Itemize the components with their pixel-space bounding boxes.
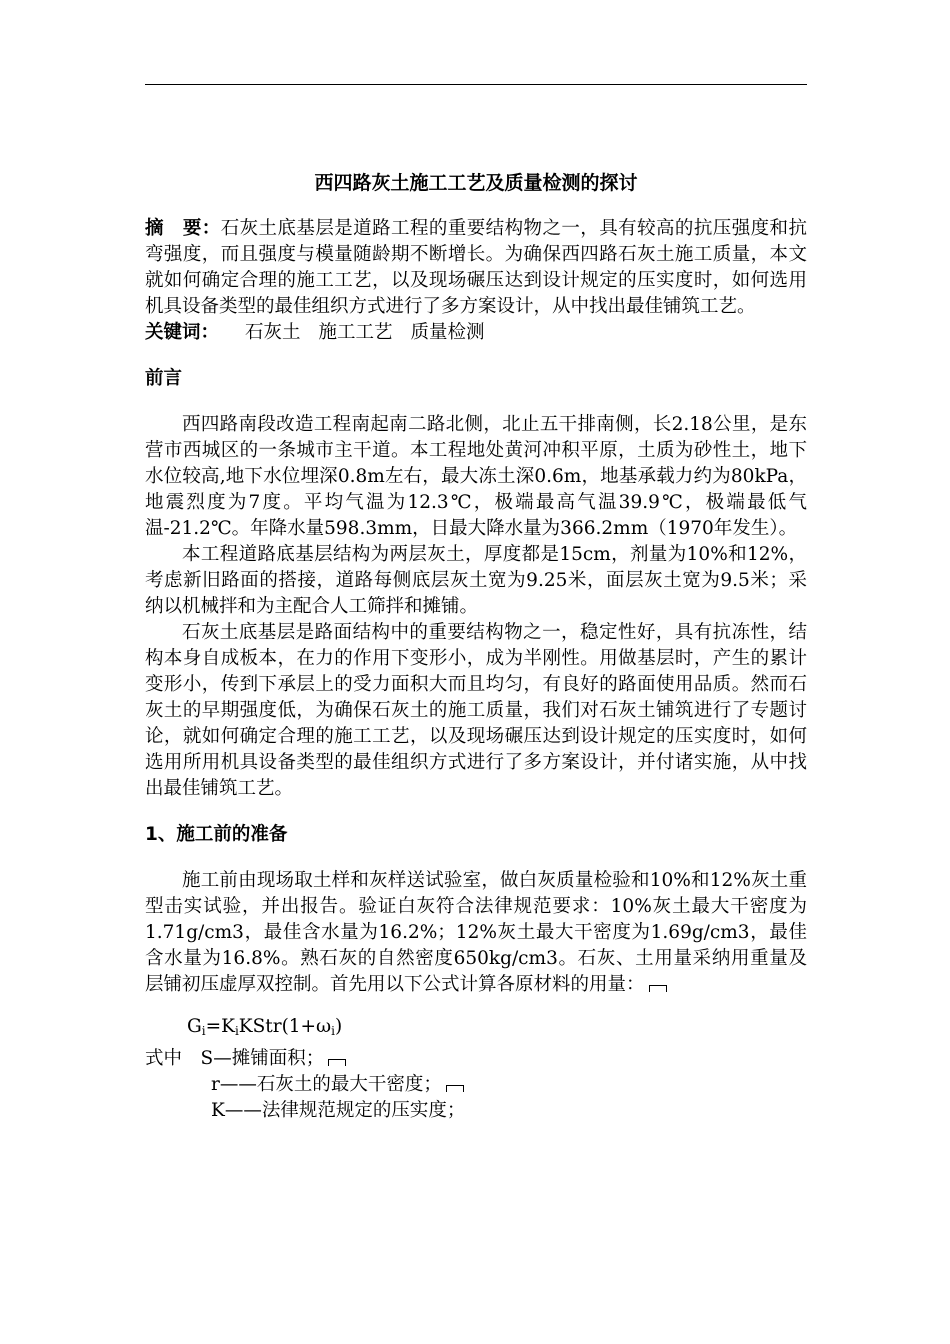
definition-text: r——石灰土的最大干密度； — [211, 1074, 442, 1095]
definition-text: K——法律规范规定的压实度； — [211, 1100, 466, 1121]
definition-row — [145, 1072, 807, 1098]
intro-paragraph: 石灰土底基层是路面结构中的重要结构物之一，稳定性好，具有抗冻性，结构本身自成板本，在力的作用下变形小，成为半刚性。用做基层时，产生的累计变形小，传到下承层上的受力面积大而且均匀，有良好的路面使用品质。然而石灰土的早期强度低，为确保石灰土的施工质量，我们对石灰土铺筑进行了专题讨论，就如何确定合理的施工工艺，以及现场碾压达到设计规定的压实度时，如何选用所用机具设备类型的最佳组织方式进行了多方案设计，并付诸实施，从中找出最佳铺筑工艺。 — [145, 622, 807, 799]
keyword-term: 质量检测 — [410, 322, 485, 343]
edit-mark-icon — [649, 985, 667, 992]
formula-part: G — [187, 1016, 202, 1037]
formula-part: KStr(1+ω — [238, 1016, 332, 1037]
formula-subscript: i — [201, 1024, 206, 1038]
formula-part: =K — [205, 1016, 235, 1037]
header-rule — [145, 84, 807, 85]
abstract-text: 石灰土底基层是道路工程的重要结构物之一，具有较高的抗压强度和抗弯强度，而且强度与模量随龄期不断增长。为确保西四路石灰土施工质量，本文就如何确定合理的施工工艺，以及现场碾压达到设计规定的压实度时，如何选用机具设备类型的最佳组织方式进行了多方案设计，从中找出最佳铺筑工艺。 — [145, 218, 807, 317]
edit-mark-icon — [446, 1085, 464, 1092]
intro-paragraph: 西四路南段改造工程南起南二路北侧，北止五干排南侧，长2.18公里，是东营市西城区的一条城市主干道。本工程地处黄河冲积平原，土质为砂性土，地下水位较高,地下水位埋深0.8m左右，最大冻土深0.6m，地基承载力约为80kPa，地震烈度为7度。平均气温为12.3℃，极端最高气温39.9℃，极端最低气温-21.2℃。年降水量598.3mm，日最大降水量为366.2mm（1970年发生）。 — [145, 414, 807, 539]
formula-subscript: i — [331, 1024, 335, 1038]
formula-part: ) — [335, 1016, 343, 1037]
definition-row — [145, 1046, 807, 1072]
edit-mark-icon — [328, 1059, 346, 1066]
keyword-term: 施工工艺 — [318, 322, 393, 343]
formula — [145, 1014, 807, 1044]
where-label: 式中 — [145, 1048, 183, 1069]
definition-text: S—摊铺面积； — [200, 1048, 325, 1069]
keyword-term: 石灰土 — [245, 322, 301, 343]
abstract — [145, 216, 807, 320]
document-body — [145, 170, 807, 1124]
abstract-label: 摘 要： — [145, 218, 221, 239]
intro-paragraph: 本工程道路底基层结构为两层灰土，厚度都是15cm，剂量为10%和12%，考虑新旧路面的搭接，道路每侧底层灰土宽为9.25米，面层灰土宽为9.5米；采纳以机械拌和为主配合人工筛拌和摊铺。 — [145, 544, 807, 617]
section-heading-preparation: 1、施工前的准备 — [145, 824, 288, 845]
preparation-text: 施工前由现场取土样和灰样送试验室，做白灰质量检验和10%和12%灰土重型击实试验，并出报告。验证白灰符合法律规范要求：10%灰土最大干密度为1.71g/cm3，最佳含水量为16.2%；12%灰土最大干密度为1.69g/cm3，最佳含水量为16.8%。熟石灰的自然密度650kg/cm3。石灰、土用量采纳用重量及层铺初压虚厚双控制。首先用以下公式计算各原材料的用量： — [145, 870, 807, 995]
keywords — [145, 320, 807, 346]
definition-row — [145, 1098, 807, 1124]
document-title: 西四路灰土施工工艺及质量检测的探讨 — [314, 172, 638, 194]
keywords-label: 关键词： — [145, 322, 220, 343]
preparation-paragraph — [145, 868, 807, 998]
formula-subscript: i — [234, 1024, 239, 1038]
section-heading-intro: 前言 — [145, 368, 183, 389]
